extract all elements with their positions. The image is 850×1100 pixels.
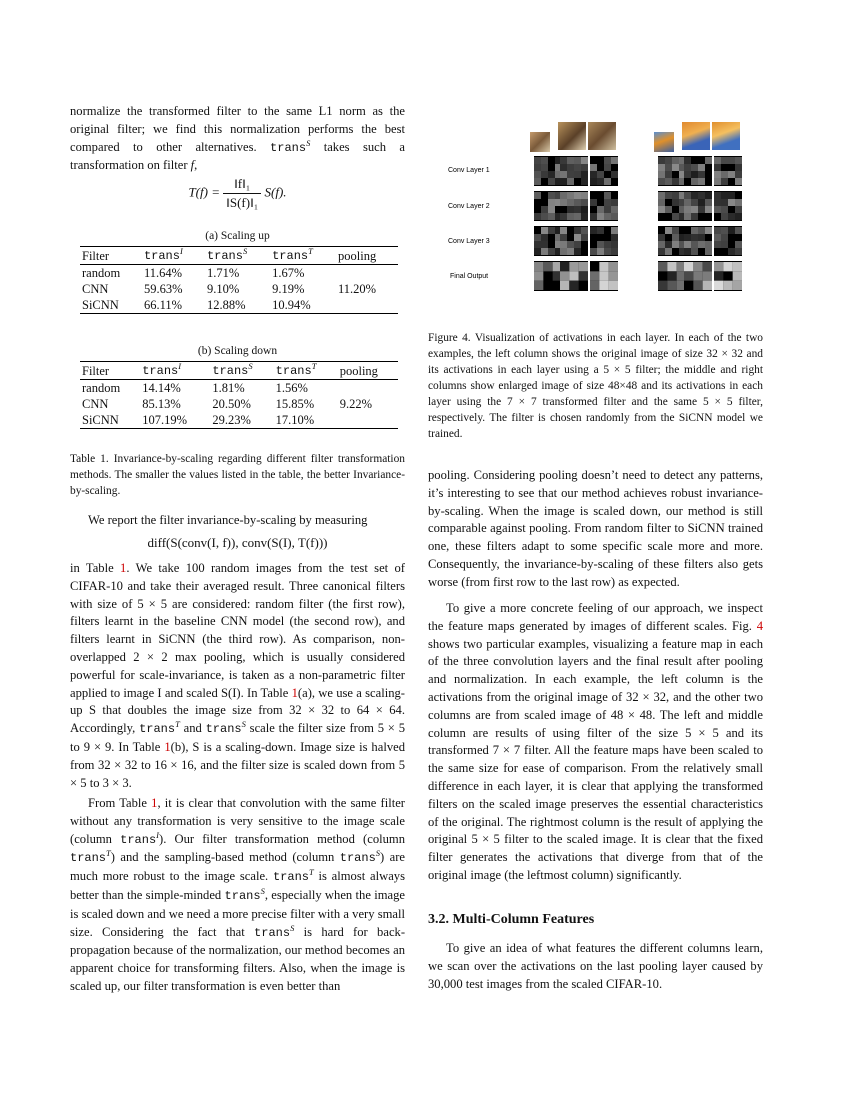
activation-cell: [597, 241, 604, 248]
activation-cell: [560, 241, 567, 248]
figure-4-caption: Figure 4. Visualization of activations in each layer. In each of the two examples, the left column shows the original image of size 32 × 32 and its activations in each layer using a 5 × 5 filter; the middle and right columns show enlarged image of size 48×48 and its activations in each layer using the 7 × 7 transformed filter and the same 5 × 5 filter, respectively. The filter is chosen randomly from the SiCNN model we trained.: [428, 332, 763, 440]
table-1-link[interactable]: 1: [164, 739, 171, 754]
activation-cell: [560, 213, 567, 220]
activation-cell: [672, 178, 679, 185]
activation-cell: [705, 192, 712, 199]
activation-cell: [541, 241, 548, 248]
activation-cell: [534, 157, 541, 164]
activation-cell: [667, 271, 676, 280]
activation-cell: [658, 234, 665, 241]
activation-cell: [658, 178, 665, 185]
activation-cell: [691, 213, 698, 220]
activation-cell: [534, 262, 543, 271]
table-row: SiCNN 66.11% 12.88% 10.94%: [80, 297, 398, 314]
table-scaling-up: [80, 246, 398, 314]
activation-cell: [693, 262, 702, 271]
activation-cell: [691, 199, 698, 206]
activation-cell: [735, 164, 742, 171]
activation-cell: [691, 248, 698, 255]
activation-cell: [665, 164, 672, 171]
activation-cell: [611, 213, 618, 220]
activation-cell: [672, 192, 679, 199]
activation-cell: [705, 199, 712, 206]
activation-cell: [698, 206, 705, 213]
activation-cell: [534, 248, 541, 255]
activation-cell: [728, 227, 735, 234]
activation-cell: [703, 281, 712, 290]
figure-label: Conv Layer 2: [448, 203, 490, 210]
activation-cell: [597, 213, 604, 220]
activation-cell: [560, 164, 567, 171]
activation-cell: [611, 248, 618, 255]
activation-cell: [698, 241, 705, 248]
activation-cell: [658, 171, 665, 178]
activation-cell: [691, 227, 698, 234]
activation-cell: [684, 157, 691, 164]
activation-cell: [611, 227, 618, 234]
activation-cell: [590, 178, 597, 185]
activation-cell: [541, 234, 548, 241]
activation-cell: [684, 271, 693, 280]
activation-cell: [548, 192, 555, 199]
activation-cell: [693, 281, 702, 290]
activation-cell: [541, 206, 548, 213]
activation-cell: [658, 262, 667, 271]
activation-cell: [658, 248, 665, 255]
activation-cell: [691, 241, 698, 248]
activation-cell: [534, 234, 541, 241]
activation-cell: [684, 199, 691, 206]
activation-cell: [534, 171, 541, 178]
activation-cell: [684, 234, 691, 241]
activation-cell: [723, 262, 732, 271]
table-row: random 11.64% 1.71% 1.67%: [82, 266, 305, 280]
activation-cell: [665, 248, 672, 255]
activation-cell: [728, 199, 735, 206]
activation-cell: [579, 262, 588, 271]
activation-cell: [579, 271, 588, 280]
activation-cell: [658, 199, 665, 206]
activation-cell: [721, 199, 728, 206]
table-header-row: Filter trans$^I$ trans$^S$ trans$^T$ pooling: [80, 247, 398, 265]
activation-cell: [604, 248, 611, 255]
activation-cell: [590, 171, 597, 178]
activation-cell: [604, 206, 611, 213]
activation-cell: [609, 271, 618, 280]
table-row: CNN 85.13% 20.50% 15.85% 9.22%: [82, 397, 373, 411]
activation-cell: [735, 248, 742, 255]
activation-cell: [684, 262, 693, 271]
activation-cell: [574, 206, 581, 213]
activation-cell: [693, 271, 702, 280]
activation-cell: [611, 206, 618, 213]
activation-cell: [560, 199, 567, 206]
activation-cell: [698, 199, 705, 206]
activation-cell: [609, 281, 618, 290]
activation-cell: [698, 227, 705, 234]
activation-cell: [581, 227, 588, 234]
table-row: CNN 59.63% 9.10% 9.19% 11.20%: [82, 282, 377, 296]
activation-cell: [691, 206, 698, 213]
activation-cell: [684, 248, 691, 255]
activation-cell: [665, 178, 672, 185]
activation-cell: [658, 192, 665, 199]
activation-cell: [560, 234, 567, 241]
activation-cell: [534, 192, 541, 199]
table-b-caption: (b) Scaling down: [197, 345, 278, 357]
activation-cell: [665, 192, 672, 199]
activation-cell: [604, 164, 611, 171]
activation-cell: [597, 178, 604, 185]
activation-cell: [672, 234, 679, 241]
table-a-caption: (a) Scaling up: [205, 230, 270, 242]
activation-cell: [574, 234, 581, 241]
activation-cell: [567, 171, 574, 178]
table-header-row: Filter trans$^I$ trans$^S$ trans$^T$ pooling: [80, 362, 398, 380]
activation-cell: [705, 227, 712, 234]
activation-cell: [567, 192, 574, 199]
activation-cell: [581, 171, 588, 178]
activation-cell: [604, 213, 611, 220]
activation-cell: [534, 281, 543, 290]
activation-cell: [581, 178, 588, 185]
activation-cell: [733, 262, 742, 271]
activation-cell: [714, 227, 721, 234]
activation-cell: [705, 206, 712, 213]
activation-cell: [534, 271, 543, 280]
activation-cell: [574, 199, 581, 206]
activation-cell: [672, 157, 679, 164]
activation-cell: [597, 171, 604, 178]
activation-cell: [581, 164, 588, 171]
activation-cell: [567, 178, 574, 185]
table-1-link[interactable]: 1: [291, 685, 298, 700]
activation-cell: [714, 271, 723, 280]
activation-cell: [698, 178, 705, 185]
activation-cell: [574, 227, 581, 234]
activation-cell: [733, 281, 742, 290]
activation-cell: [548, 213, 555, 220]
activation-cell: [581, 234, 588, 241]
activation-cell: [721, 234, 728, 241]
activation-cell: [560, 178, 567, 185]
activation-cell: [714, 192, 721, 199]
activation-cell: [541, 227, 548, 234]
activation-cell: [721, 213, 728, 220]
activation-cell: [599, 281, 608, 290]
table-row: SiCNN 107.19% 29.23% 17.10%: [80, 412, 398, 429]
activation-cell: [548, 171, 555, 178]
activation-cell: [567, 164, 574, 171]
activation-cell: [721, 241, 728, 248]
activation-cell: [581, 213, 588, 220]
activation-cell: [714, 281, 723, 290]
activation-cell: [574, 192, 581, 199]
activation-cell: [672, 241, 679, 248]
paragraph-report: We report the filter invariance-by-scaling by measuring: [88, 513, 368, 527]
activation-cell: [672, 164, 679, 171]
activation-cell: [721, 171, 728, 178]
activation-cell: [597, 248, 604, 255]
activation-cell: [534, 213, 541, 220]
activation-cell: [567, 241, 574, 248]
activation-cell: [604, 199, 611, 206]
activation-cell: [714, 164, 721, 171]
activation-cell: [714, 171, 721, 178]
activation-cell: [590, 199, 597, 206]
activation-cell: [590, 271, 599, 280]
activation-cell: [723, 281, 732, 290]
activation-cell: [590, 248, 597, 255]
activation-cell: [560, 262, 569, 271]
activation-cell: [665, 157, 672, 164]
activation-cell: [599, 271, 608, 280]
activation-cell: [611, 157, 618, 164]
activation-cell: [703, 271, 712, 280]
activation-cell: [581, 157, 588, 164]
activation-cell: [728, 213, 735, 220]
table-1-caption: Table 1. Invariance-by-scaling regarding different filter transformation methods. The smaller the values listed in the table, the better Invariance-by-scaling.: [70, 453, 405, 497]
activation-cell: [604, 192, 611, 199]
activation-cell: [574, 248, 581, 255]
paragraph-multi-column: To give an idea of what features the different columns learn, we scan over the activations on the last pooling layer caused by 30,000 test images from the scaled CIFAR-10.: [428, 941, 763, 991]
activation-cell: [714, 178, 721, 185]
activation-cell: [567, 157, 574, 164]
activation-cell: [560, 227, 567, 234]
activation-cell: [569, 262, 578, 271]
activation-cell: [714, 262, 723, 271]
activation-cell: [728, 171, 735, 178]
activation-cell: [691, 178, 698, 185]
activation-cell: [735, 157, 742, 164]
activation-cell: [667, 281, 676, 290]
activation-cell: [548, 206, 555, 213]
activation-cell: [548, 178, 555, 185]
activation-tiles: [428, 118, 763, 304]
activation-cell: [560, 248, 567, 255]
activation-cell: [714, 234, 721, 241]
activation-cell: [560, 192, 567, 199]
paragraph-in-table: in Table 1. We take 100 random images from the test set of CIFAR-10 and take their averaged result. Three canonical filters with size of 5 × 5 are considered: random filter (the first row), filters learnt in the baseline CNN model (the second row), and filters learnt in SiCNN (the third row). As comparison, non-overlapped 2 × 2 max pooling, which is usually considered powerful for scale-invariance, is taken as a non-parametric filter applied to image I and scaled S(I). In Table 1(a), we use a scaling-up S that doubles the image size from 32 × 32 to 64 × 64. Accordingly, trans$^T$ and trans$^S$ scale the filter size from 5 × 5 to 9 × 9. In Table 1(b), S is a scaling-down. Image size is halved from 32 × 32 to 16 × 16, and the filter size is scaled down from 5 × 5 to 3 × 3.: [70, 561, 405, 790]
paragraph-normalize: normalize the transformed filter to the same L1 norm as the original filter; we find this normalization performs the best compared to other alternatives. trans$^S$ takes such a transformation on filter f,: [70, 104, 406, 173]
activation-cell: [735, 171, 742, 178]
activation-cell: [569, 271, 578, 280]
activation-cell: [728, 157, 735, 164]
activation-cell: [611, 199, 618, 206]
activation-cell: [658, 241, 665, 248]
paragraph-pooling: pooling. Considering pooling doesn’t need to detect any patterns, it’s interesting to see that our method achieves robust invariance-by-scaling. When the image is scaled down, our method is still comparable against pooling. From random filter to SiCNN trained one, these filters adapt to some specific scale more and more. Consequently, the invariance-by-scaling of these filters also gets worse (from first row to the last row) as expected.: [428, 468, 763, 589]
activation-cell: [735, 178, 742, 185]
activation-cell: [567, 199, 574, 206]
paragraph-from-table: From Table 1, it is clear that convolution with the same filter without any transformation is very sensitive to the image scale (column trans$^I$). Our filter transformation method (column trans$^T$) and the sampling-based method (column trans$^S$) are much more robust to the image scale. trans$^T$ is almost always better than the simple-minded trans$^S$, especially when the image is scaled down and we need a more precise filter with a very small size. Considering the fact that trans$^S$ is hard for back-propagation because of the normalization, our method becomes an apparent choice for transforming filters. Also, when the image is scaled up, our filter transformation is even better than: [70, 796, 406, 993]
section-heading: 3.2. Multi-Column Features: [428, 912, 595, 927]
activation-cell: [597, 206, 604, 213]
activation-cell: [714, 157, 721, 164]
activation-cell: [705, 248, 712, 255]
activation-cell: [574, 213, 581, 220]
activation-cell: [665, 206, 672, 213]
activation-cell: [543, 262, 552, 271]
table-scaling-down: [80, 361, 398, 429]
table-1-link[interactable]: 1: [151, 796, 158, 810]
activation-cell: [541, 213, 548, 220]
activation-cell: [728, 192, 735, 199]
activation-cell: [574, 241, 581, 248]
activation-cell: [684, 164, 691, 171]
activation-cell: [574, 164, 581, 171]
activation-cell: [698, 192, 705, 199]
activation-cell: [684, 206, 691, 213]
activation-cell: [567, 213, 574, 220]
activation-cell: [611, 234, 618, 241]
activation-cell: [548, 227, 555, 234]
activation-cell: [541, 248, 548, 255]
activation-cell: [609, 262, 618, 271]
activation-cell: [703, 262, 712, 271]
activation-cell: [684, 241, 691, 248]
activation-cell: [548, 199, 555, 206]
activation-cell: [611, 241, 618, 248]
activation-cell: [684, 171, 691, 178]
activation-cell: [569, 281, 578, 290]
activation-cell: [684, 213, 691, 220]
activation-cell: [534, 164, 541, 171]
activation-cell: [735, 241, 742, 248]
activation-cell: [611, 171, 618, 178]
activation-cell: [597, 227, 604, 234]
activation-cell: [735, 206, 742, 213]
activation-cell: [574, 157, 581, 164]
activation-cell: [721, 227, 728, 234]
activation-cell: [590, 164, 597, 171]
activation-cell: [721, 178, 728, 185]
figure-label: Conv Layer 1: [448, 167, 490, 174]
activation-cell: [721, 192, 728, 199]
activation-cell: [534, 241, 541, 248]
activation-cell: [698, 164, 705, 171]
activation-cell: [735, 213, 742, 220]
activation-cell: [691, 192, 698, 199]
activation-cell: [721, 206, 728, 213]
activation-cell: [541, 164, 548, 171]
activation-cell: [705, 157, 712, 164]
activation-cell: [560, 171, 567, 178]
activation-cell: [698, 171, 705, 178]
paragraph-concrete: To give a more concrete feeling of our approach, we inspect the feature maps generated by images of different scales. Fig. 4 shows two particular examples, visualizing a feature map in each of the three convolution layers and the final result after pooling and normalization. In each example, the left column is the activations from the original image of 32 × 32, and the other two columns are from scaled image of 48 × 48. The left and middle column are results of using filter of the size 5 × 5 and its transformed 7 × 7 filter. All the feature maps have been scaled to the same size for ease of comparison. From the relatively small difference in each layer, it is clear that applying the transformed filters on the scaled image preserves the essential characteristics of the original. The rightmost column is the result of applying the original 5 × 5 filter to the scaled image. It is clear that the fixed filter generates the activations that diverge from that of the original image (the leftmost column) significantly.: [428, 601, 763, 882]
activation-cell: [714, 199, 721, 206]
activation-cell: [599, 262, 608, 271]
activation-cell: [667, 262, 676, 271]
activation-cell: [665, 171, 672, 178]
activation-cell: [658, 206, 665, 213]
activation-cell: [684, 192, 691, 199]
activation-cell: [560, 281, 569, 290]
activation-cell: [604, 241, 611, 248]
activation-cell: [567, 248, 574, 255]
activation-cell: [705, 241, 712, 248]
figure-label: Conv Layer 3: [448, 238, 490, 245]
activation-cell: [714, 241, 721, 248]
activation-cell: [735, 199, 742, 206]
figure-4-link[interactable]: 4: [756, 618, 763, 633]
activation-cell: [691, 164, 698, 171]
activation-cell: [590, 213, 597, 220]
equation-1: T(f) = $\frac{\text{‖f‖₁}}{\text{‖S(f)‖₁}}$ S(f).: [188, 176, 287, 210]
table-1-link[interactable]: 1: [120, 561, 127, 575]
activation-cell: [698, 234, 705, 241]
activation-cell: [581, 199, 588, 206]
activation-cell: [691, 234, 698, 241]
activation-cell: [672, 213, 679, 220]
activation-cell: [590, 281, 599, 290]
activation-cell: [658, 281, 667, 290]
activation-cell: [691, 171, 698, 178]
figure-4-activations: [428, 118, 763, 304]
activation-cell: [534, 178, 541, 185]
activation-cell: [665, 241, 672, 248]
activation-cell: [574, 171, 581, 178]
activation-cell: [541, 171, 548, 178]
activation-cell: [721, 157, 728, 164]
activation-cell: [714, 206, 721, 213]
activation-cell: [672, 199, 679, 206]
activation-cell: [665, 227, 672, 234]
figure-label: Final Output: [450, 273, 489, 280]
activation-cell: [735, 227, 742, 234]
activation-cell: [581, 192, 588, 199]
activation-cell: [560, 271, 569, 280]
activation-cell: [560, 157, 567, 164]
activation-cell: [658, 157, 665, 164]
activation-cell: [672, 227, 679, 234]
activation-cell: [541, 157, 548, 164]
activation-cell: [548, 248, 555, 255]
activation-cell: [733, 271, 742, 280]
activation-cell: [567, 206, 574, 213]
activation-cell: [581, 206, 588, 213]
equation-2: diff(S(conv(I, f)), conv(S(I), T(f))): [147, 535, 328, 550]
activation-cell: [728, 248, 735, 255]
activation-cell: [590, 227, 597, 234]
table-row: random 14.14% 1.81% 1.56%: [82, 381, 308, 395]
activation-cell: [604, 178, 611, 185]
activation-cell: [658, 164, 665, 171]
activation-cell: [604, 157, 611, 164]
